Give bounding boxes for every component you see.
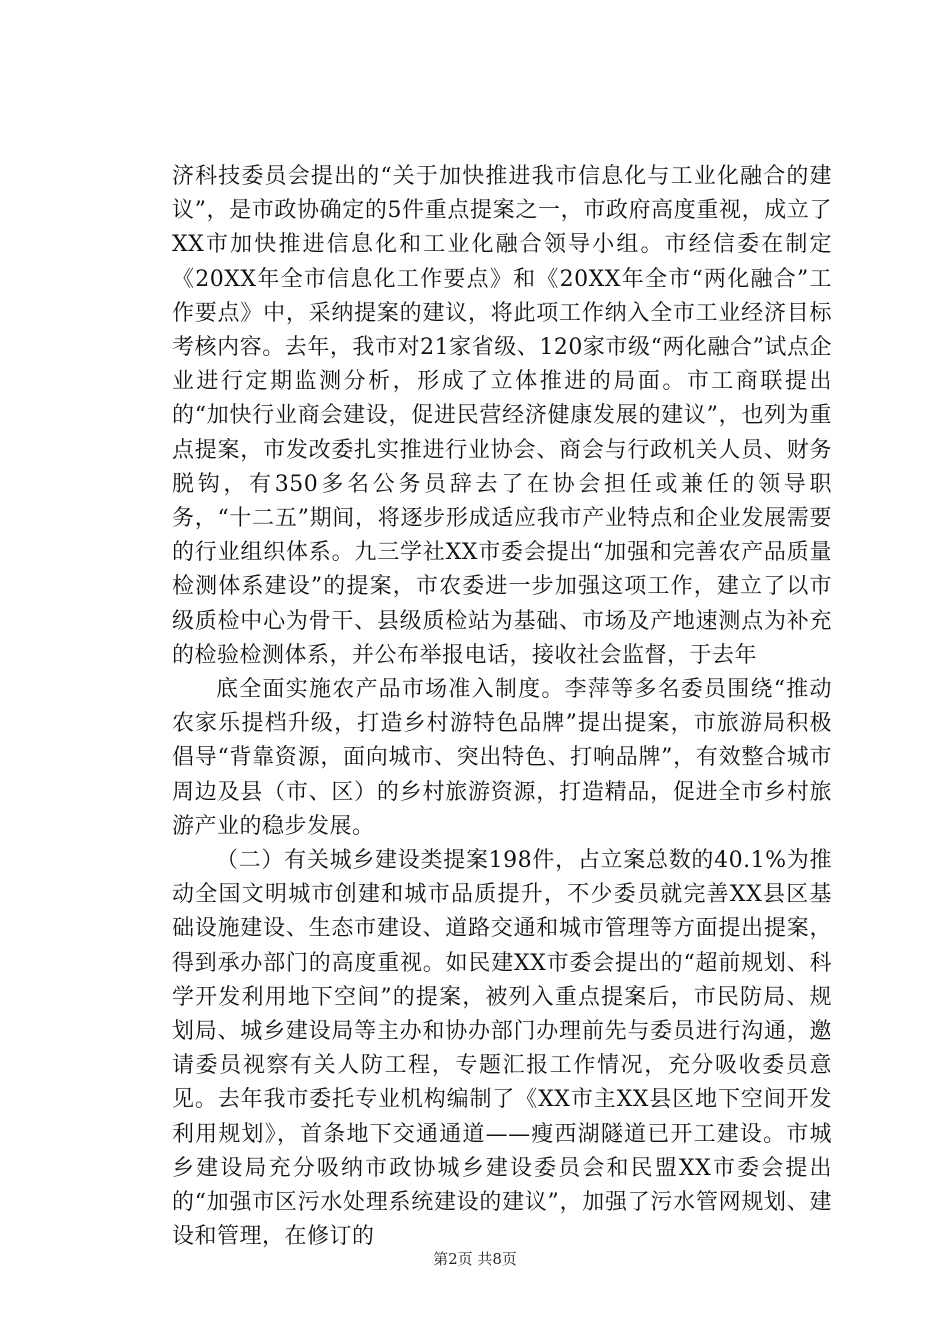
paragraph-2: 底全面实施农产品市场准入制度。李萍等多名委员围绕“推动农家乐提档升级，打造乡村游特色品牌”提出提案，市旅游局积极倡导“背靠资源，面向城市、突出特色、打响品牌”，有效整合城市周边及县（市、区）的乡村旅游资源，打造精品，促进全市乡村旅游产业的稳步发展。: [172, 677, 832, 839]
page-number-footer: 第2页 共8页: [433, 1250, 517, 1268]
document-body: [172, 160, 832, 1255]
paragraph-3: （二）有关城乡建设类提案198件，占立案总数的40.1%为推动全国文明城市创建和城市品质提升，不少委员就完善XX县区基础设施建设、生态市建设、道路交通和城市管理等方面提出提案，得到承办部门的高度重视。如民建XX市委会提出的“超前规划、科学开发利用地下空间”的提案，被列入重点提案后，市民防局、规划局、城乡建设局等主办和协办部门办理前先与委员进行沟通，邀请委员视察有关人防工程，专题汇报工作情况，充分吸收委员意见。去年我市委托专业机构编制了《XX市主XX县区地下空间开发利用规划》，首条地下交通通道——瘦西湖隧道已开工建设。市城乡建设局充分吸纳市政协城乡建设委员会和民盟XX市委会提出的“加强市区污水处理系统建设的建议”，加强了污水管网规划、建设和管理，在修订的: [172, 848, 832, 1250]
paragraph-1: 济科技委员会提出的“关于加快推进我市信息化与工业化融合的建议”，是市政协确定的5件重点提案之一，市政府高度重视，成立了XX市加快推进信息化和工业化融合领导小组。市经信委在制定《20XX年全市信息化工作要点》和《20XX年全市“两化融合”工作要点》中，采纳提案的建议，将此项工作纳入全市工业经济目标考核内容。去年，我市对21家省级、120家市级“两化融合”试点企业进行定期监测分析，形成了立体推进的局面。市工商联提出的“加快行业商会建设，促进民营经济健康发展的建议”，也列为重点提案，市发改委扎实推进行业协会、商会与行政机关人员、财务脱钩，有350多名公务员辞去了在协会担任或兼任的领导职务，“十二五”期间，将逐步形成适应我市产业特点和企业发展需要的行业组织体系。九三学社XX市委会提出“加强和完善农产品质量检测体系建设”的提案，市农委进一步加强这项工作，建立了以市级质检中心为骨干、县级质检站为基础、市场及产地速测点为补充的检验检测体系，并公布举报电话，接收社会监督，于去年: [172, 164, 832, 668]
